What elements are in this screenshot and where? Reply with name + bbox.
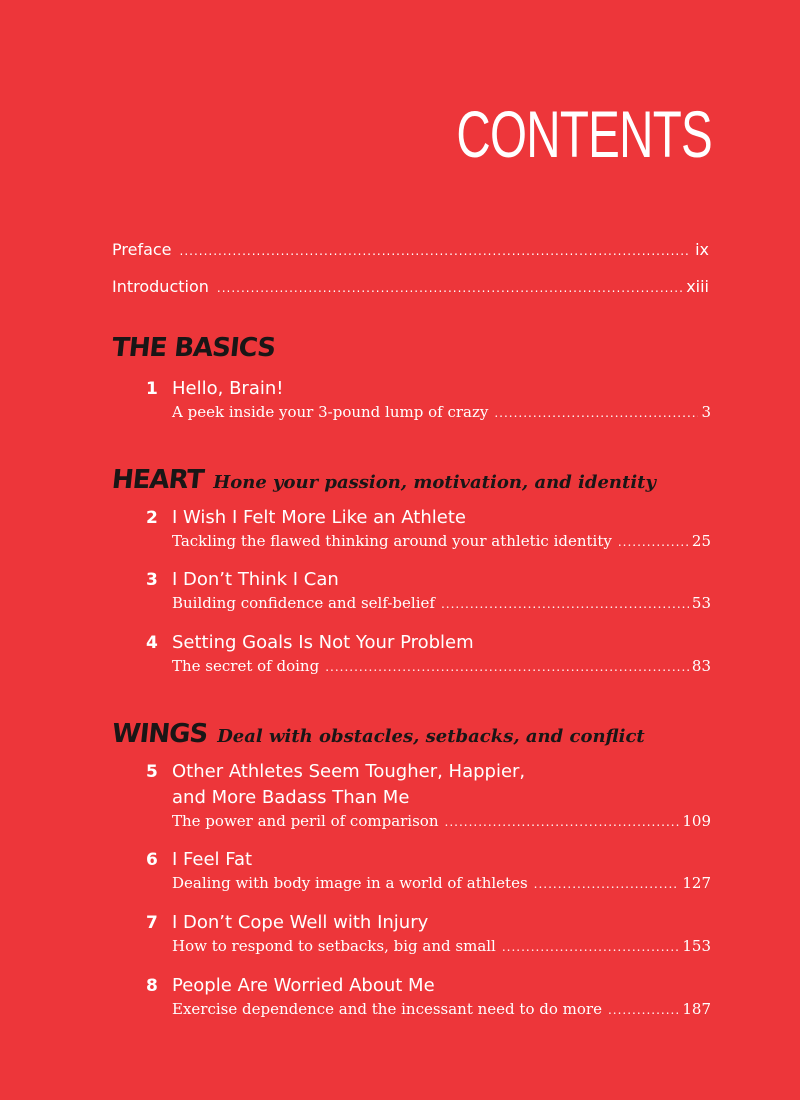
part-name: THE BASICS bbox=[110, 333, 277, 363]
entry-page: ix bbox=[695, 240, 709, 259]
part-subtitle: Hone your passion, motivation, and identity bbox=[213, 472, 656, 493]
chapter-title: Hello, Brain! bbox=[172, 378, 284, 399]
leader-dots bbox=[534, 877, 680, 891]
toc-chapter-5[interactable] bbox=[146, 759, 711, 830]
leader-dots bbox=[445, 815, 680, 829]
toc-chapter-2[interactable] bbox=[146, 505, 711, 550]
chapter-title: Setting Goals Is Not Your Problem bbox=[172, 632, 474, 653]
toc-chapter-8[interactable] bbox=[146, 973, 711, 1018]
part-subtitle: Deal with obstacles, setbacks, and conflict bbox=[217, 726, 645, 747]
chapter-page: 3 bbox=[701, 403, 711, 421]
chapter-page: 127 bbox=[682, 874, 711, 892]
chapter-subtitle: Tackling the flawed thinking around your athletic identity bbox=[172, 532, 612, 550]
toc-entry-preface[interactable] bbox=[112, 240, 709, 259]
chapter-title: People Are Worried About Me bbox=[172, 975, 435, 996]
leader-dots bbox=[608, 1003, 679, 1017]
chapter-title: Other Athletes Seem Tougher, Happier, bbox=[172, 761, 526, 782]
chapter-number: 3 bbox=[146, 570, 158, 590]
chapter-title: I Don’t Think I Can bbox=[172, 569, 339, 590]
leader-dots bbox=[494, 406, 698, 420]
chapter-subtitle: How to respond to setbacks, big and small bbox=[172, 937, 496, 955]
chapter-title: I Don’t Cope Well with Injury bbox=[172, 912, 429, 933]
chapter-number: 1 bbox=[146, 379, 158, 399]
part-heading-heart bbox=[112, 465, 656, 495]
chapter-title: I Feel Fat bbox=[172, 849, 253, 870]
leader-dots bbox=[502, 940, 680, 954]
leader-dots bbox=[180, 244, 692, 258]
part-heading-basics bbox=[112, 333, 275, 363]
chapter-subtitle: A peek inside your 3-pound lump of crazy bbox=[172, 403, 489, 421]
toc-chapter-6[interactable] bbox=[146, 847, 711, 892]
part-name: HEART bbox=[110, 465, 205, 495]
toc-entry-introduction[interactable] bbox=[112, 277, 709, 296]
chapter-title-line-2: and More Badass Than Me bbox=[172, 787, 410, 808]
toc-chapter-1[interactable] bbox=[146, 376, 711, 421]
leader-dots bbox=[441, 597, 689, 611]
toc-chapter-4[interactable] bbox=[146, 630, 711, 675]
entry-label: Preface bbox=[112, 240, 172, 259]
chapter-subtitle: The power and peril of comparison bbox=[172, 812, 439, 830]
chapter-number: 8 bbox=[146, 976, 158, 996]
leader-dots bbox=[618, 535, 689, 549]
chapter-subtitle: Dealing with body image in a world of athletes bbox=[172, 874, 528, 892]
chapter-number: 4 bbox=[146, 633, 158, 653]
chapter-title: I Wish I Felt More Like an Athlete bbox=[172, 507, 466, 528]
chapter-page: 53 bbox=[691, 594, 711, 612]
chapter-number: 6 bbox=[146, 850, 158, 870]
part-name: WINGS bbox=[110, 719, 209, 749]
chapter-subtitle: Building confidence and self-belief bbox=[172, 594, 435, 612]
chapter-subtitle: The secret of doing bbox=[172, 657, 320, 675]
chapter-number: 7 bbox=[146, 913, 158, 933]
chapter-page: 187 bbox=[682, 1000, 711, 1018]
toc-chapter-7[interactable] bbox=[146, 910, 711, 955]
leader-dots bbox=[325, 660, 689, 674]
chapter-page: 153 bbox=[682, 937, 711, 955]
toc-chapter-3[interactable] bbox=[146, 567, 711, 612]
leader-dots bbox=[217, 281, 682, 295]
part-heading-wings bbox=[112, 719, 645, 749]
chapter-number: 5 bbox=[146, 762, 158, 782]
entry-label: Introduction bbox=[112, 277, 209, 296]
chapter-subtitle: Exercise dependence and the incessant need to do more bbox=[172, 1000, 602, 1018]
chapter-page: 25 bbox=[691, 532, 711, 550]
entry-page: xiii bbox=[686, 277, 709, 296]
chapter-number: 2 bbox=[146, 508, 158, 528]
page-title: CONTENTS bbox=[456, 97, 712, 171]
chapter-page: 83 bbox=[691, 657, 711, 675]
chapter-page: 109 bbox=[682, 812, 711, 830]
